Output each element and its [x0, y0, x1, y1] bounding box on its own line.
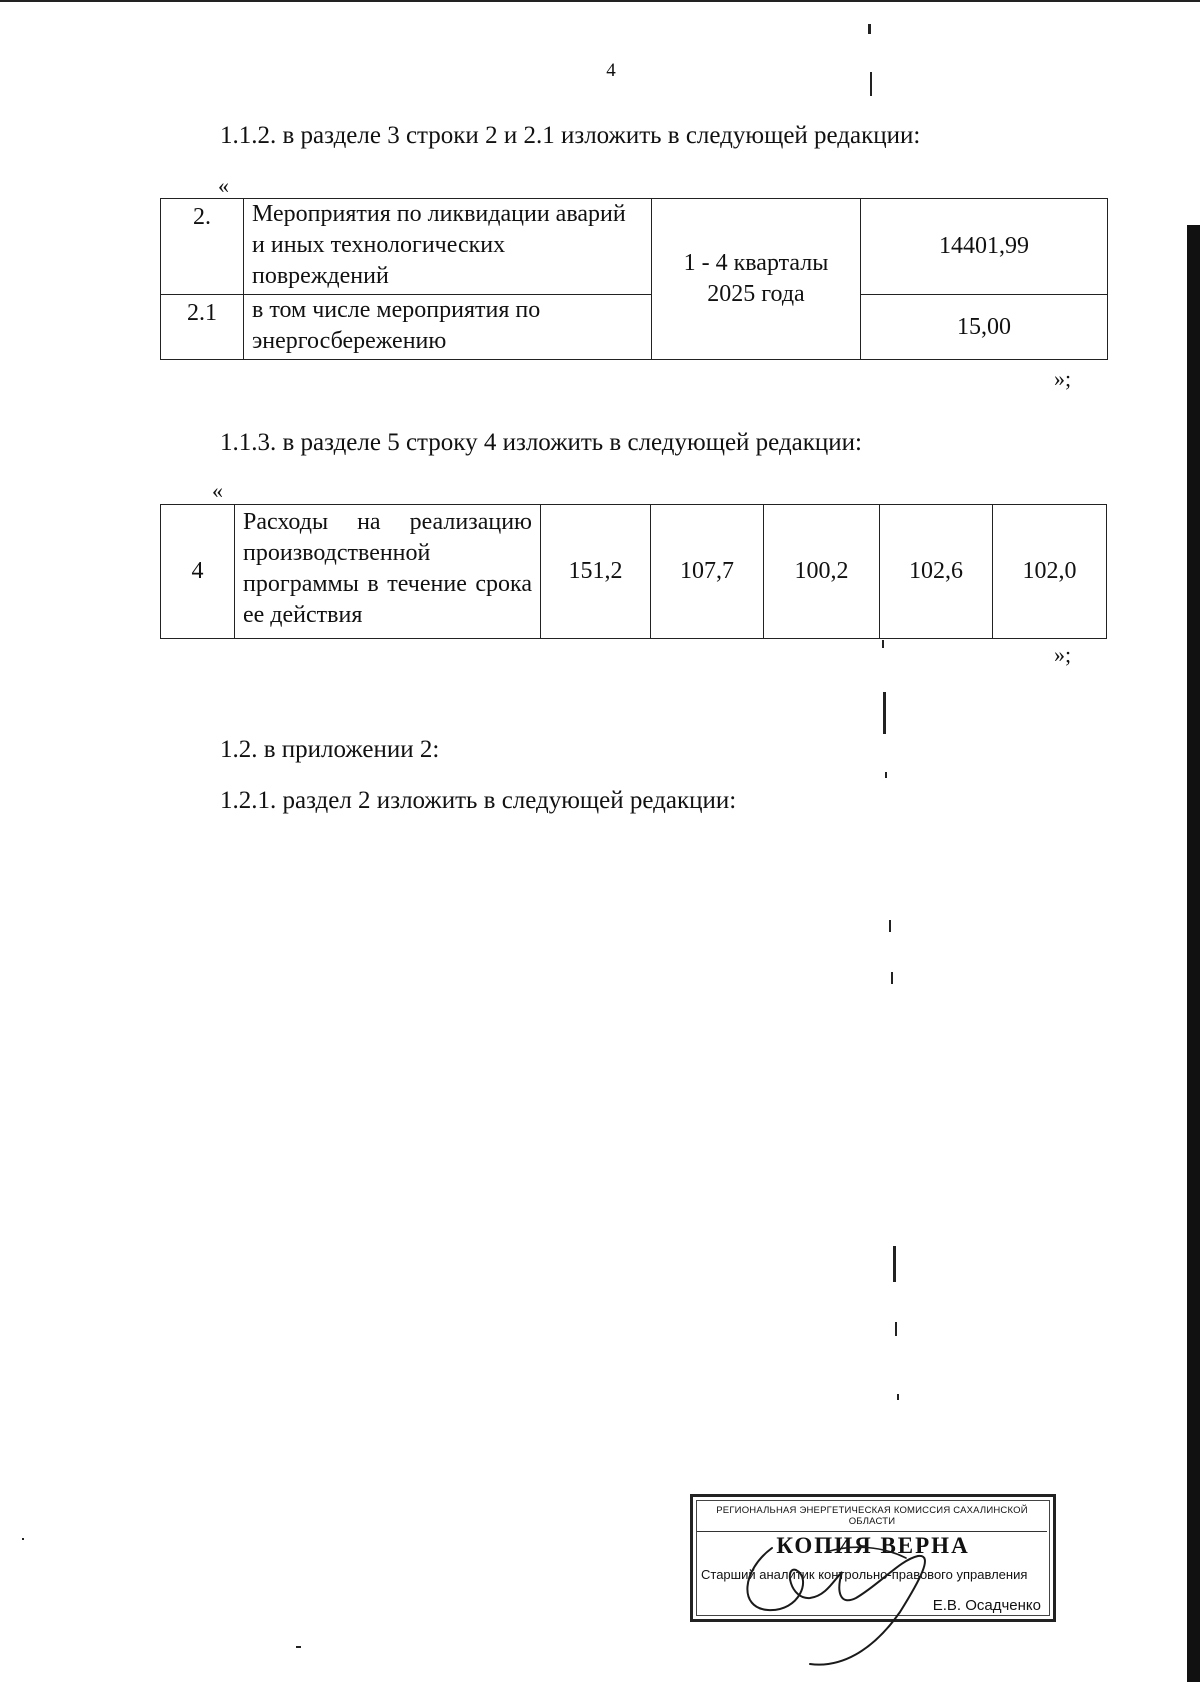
close-quote: »;: [1054, 642, 1072, 667]
scan-speck: [895, 1322, 897, 1336]
scan-speck: [22, 1538, 24, 1540]
scan-top-edge: [0, 0, 1200, 2]
value-cell: 102,6: [880, 505, 993, 639]
value-cell: 151,2: [541, 505, 651, 639]
table-section-5: [160, 504, 1107, 639]
row-name: Расходы на реализацию производственной программы в течение срока ее действия: [235, 505, 541, 639]
scan-speck: [891, 972, 893, 984]
table-row: [161, 199, 1108, 295]
scan-speck: [882, 640, 884, 648]
row-number: 2.: [161, 199, 244, 295]
value-cell: 107,7: [651, 505, 764, 639]
table-row: [161, 295, 1108, 360]
stamp-position: Старший аналитик контрольно-правового управления: [701, 1567, 1028, 1582]
table-section-3: [160, 198, 1108, 360]
scan-speck: [897, 1394, 899, 1400]
scan-speck: [870, 72, 872, 96]
value-cell: 102,0: [993, 505, 1107, 639]
scan-speck: [883, 692, 886, 734]
open-quote: «: [212, 478, 223, 503]
scan-speck: [889, 920, 891, 932]
page-number: 4: [606, 60, 616, 81]
close-quote: »;: [1054, 366, 1072, 391]
row-number: 4: [161, 505, 235, 639]
row-name: Мероприятия по ликвидации аварий и иных технологических повреждений: [244, 199, 652, 295]
table-row: [161, 505, 1107, 639]
section-1-2-1-heading: 1.2.1. раздел 2 изложить в следующей редакции:: [220, 787, 737, 814]
scan-right-edge: [1187, 225, 1200, 1682]
stamp-signer-name: Е.В. Осадченко: [932, 1597, 1041, 1614]
scan-speck: [868, 24, 871, 34]
period-cell: 1 - 4 кварталы 2025 года: [652, 199, 861, 360]
scan-speck: [885, 772, 887, 778]
scan-speck: [296, 1646, 301, 1648]
stamp-title: КОПИЯ ВЕРНА: [776, 1533, 970, 1558]
open-quote: «: [218, 173, 229, 198]
amount-cell: 15,00: [861, 295, 1108, 360]
amount-cell: 14401,99: [861, 199, 1108, 295]
section-1-2-heading: 1.2. в приложении 2:: [220, 736, 440, 763]
value-cell: 100,2: [764, 505, 880, 639]
row-number: 2.1: [161, 295, 244, 360]
row-name: в том числе мероприятия по энергосбережению: [244, 295, 652, 360]
section-1-1-2-heading: 1.1.2. в разделе 3 строки 2 и 2.1 изложить в следующей редакции:: [220, 122, 921, 149]
stamp-organization: РЕГИОНАЛЬНАЯ ЭНЕРГЕТИЧЕСКАЯ КОМИССИЯ САХАЛИНСКОЙ ОБЛАСТИ: [697, 1505, 1047, 1532]
section-1-1-3-heading: 1.1.3. в разделе 5 строку 4 изложить в следующей редакции:: [220, 429, 862, 456]
certified-copy-stamp: [690, 1494, 1056, 1622]
scan-speck: [893, 1246, 896, 1282]
